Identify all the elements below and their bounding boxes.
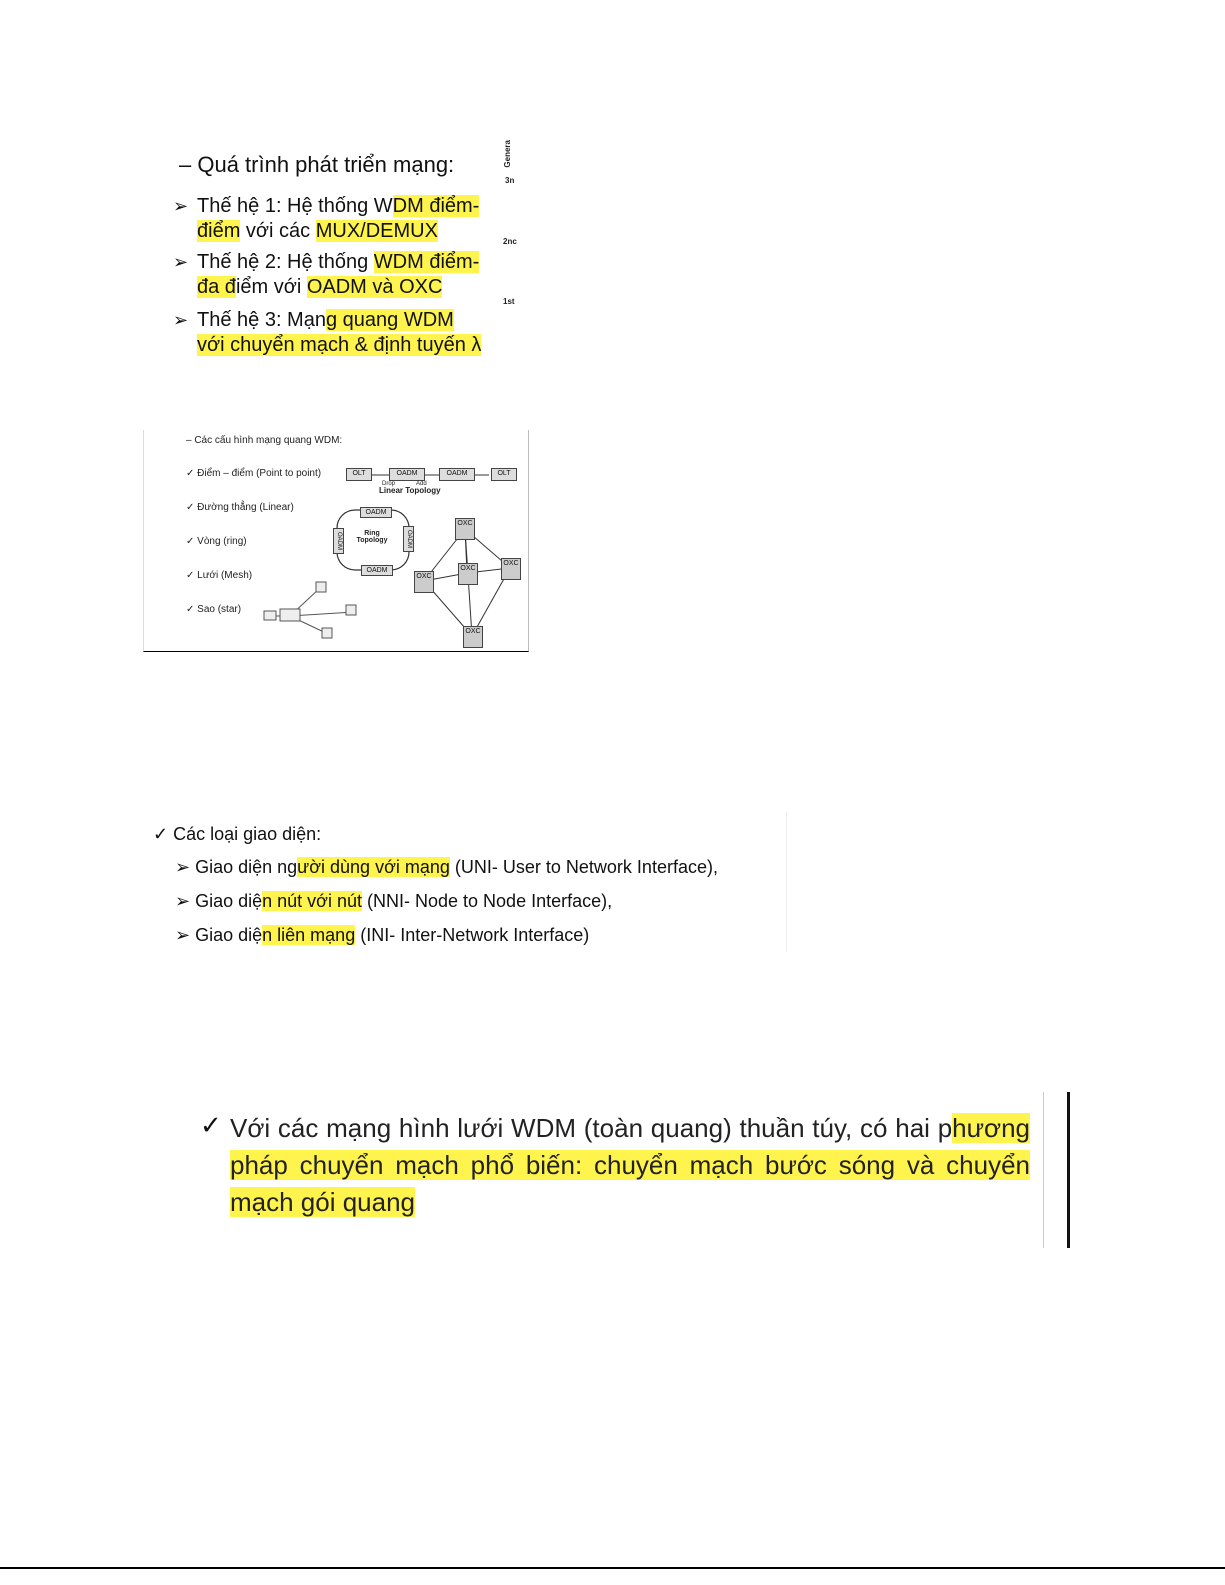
drop-label: Drop	[382, 481, 396, 487]
topology-item-star: ✓ Sao (star)	[186, 604, 242, 615]
ini-highlight: n liên mạng	[262, 925, 356, 945]
topology-item-linear: ✓ Đường thẳng (Linear)	[186, 502, 294, 513]
linear-topology-label: Linear Topology	[379, 486, 441, 495]
gen3-highlight-b: g quang WDM	[325, 309, 454, 331]
oxc-node-bottom: OXC	[463, 626, 483, 648]
nni-text-a: ➢ Giao diệ	[175, 891, 263, 911]
gen2-text-d: iểm với	[235, 276, 307, 298]
arrow-bullet-icon: ➢	[173, 196, 189, 216]
add-label: Add	[416, 481, 427, 487]
oxc-node-right: OXC	[501, 558, 521, 580]
page-bottom-rule	[0, 1567, 1225, 1569]
nni-text-c: (NNI- Node to Node Interface),	[362, 891, 613, 911]
gen1-highlight-c: điểm	[197, 220, 241, 242]
ini-text-c: (INI- Inter-Network Interface)	[355, 925, 590, 945]
oadm-node-2: OADM	[439, 468, 475, 481]
side-label-1st: 1st	[503, 297, 515, 306]
topology-item-point-to-point: ✓ Điểm – điểm (Point to point)	[186, 468, 322, 479]
interface-types-heading: ✓ Các loại giao diện:	[153, 824, 322, 844]
ring-topology-label: Ring Topology	[356, 530, 388, 544]
switching-text-plain: Với các mạng hình lưới WDM (toàn quang) thuần túy, có hai p	[230, 1113, 953, 1143]
gen2-highlight-e: OADM và OXC	[306, 276, 443, 298]
arrow-bullet-icon: ➢	[173, 310, 189, 330]
snippet-wdm-topologies	[143, 430, 529, 652]
ini-text-a: ➢ Giao diệ	[175, 925, 263, 945]
interface-nni-line	[175, 891, 612, 912]
switching-text-highlight: hương pháp chuyển mạch phổ biến: chuyển mạch bước sóng và chuyển mạch gói quang	[230, 1113, 1030, 1217]
oadm-node-1: OADM	[389, 468, 425, 481]
gen2-highlight-c: đa đ	[197, 276, 236, 298]
side-label-genera: Genera	[503, 140, 512, 168]
topologies-title: – Các cấu hình mạng quang WDM:	[186, 435, 343, 446]
checkmark-icon: ✓	[200, 1110, 222, 1140]
uni-text-c: (UNI- User to Network Interface),	[449, 857, 718, 877]
ring-oadm-right: OADM	[403, 526, 414, 552]
gen3-text-a: Thế hệ 3: Mạn	[197, 309, 326, 331]
uni-highlight: ười dùng với mạng	[297, 857, 450, 877]
olt-node-left: OLT	[346, 468, 372, 481]
interface-uni-line	[175, 857, 718, 878]
arrow-bullet-icon: ➢	[173, 252, 189, 272]
side-label-2nd: 2nc	[503, 237, 517, 246]
gen1-highlight-e: MUX/DEMUX	[315, 220, 438, 242]
gen1-highlight-b: DM điểm-	[392, 195, 480, 217]
nni-highlight: n nút với nút	[262, 891, 363, 911]
switching-paragraph	[230, 1110, 1030, 1221]
oxc-node-left: OXC	[414, 571, 434, 593]
gen1-text-a: Thế hệ 1: Hệ thống W	[197, 195, 393, 217]
uni-text-a: ➢ Giao diện ng	[175, 857, 298, 877]
margin-bar	[1067, 1092, 1070, 1248]
oxc-node-top: OXC	[455, 518, 475, 540]
gen3-highlight-c: với chuyển mạch & định tuyến λ	[197, 334, 482, 356]
snippet-switching-methods	[190, 1082, 1070, 1250]
ring-oadm-left: OADM	[333, 528, 344, 554]
snippet-network-generations	[165, 138, 525, 368]
generations-title: – Quá trình phát triển mạng:	[179, 152, 455, 177]
snippet-interface-types	[143, 812, 787, 952]
topology-item-ring: ✓ Vòng (ring)	[186, 536, 247, 547]
side-label-3rd: 3n	[505, 176, 515, 185]
gen2-highlight-b: WDM điểm-	[373, 251, 480, 273]
olt-node-right: OLT	[491, 468, 517, 481]
ring-oadm-bottom: OADM	[361, 565, 393, 576]
margin-line	[1043, 1092, 1044, 1248]
gen1-text-d: với các	[240, 220, 316, 242]
gen2-text-a: Thế hệ 2: Hệ thống	[197, 251, 374, 273]
ring-oadm-top: OADM	[360, 507, 392, 518]
oxc-node-center: OXC	[458, 563, 478, 585]
topology-item-mesh: ✓ Lưới (Mesh)	[186, 570, 253, 581]
interface-ini-line	[175, 925, 589, 946]
